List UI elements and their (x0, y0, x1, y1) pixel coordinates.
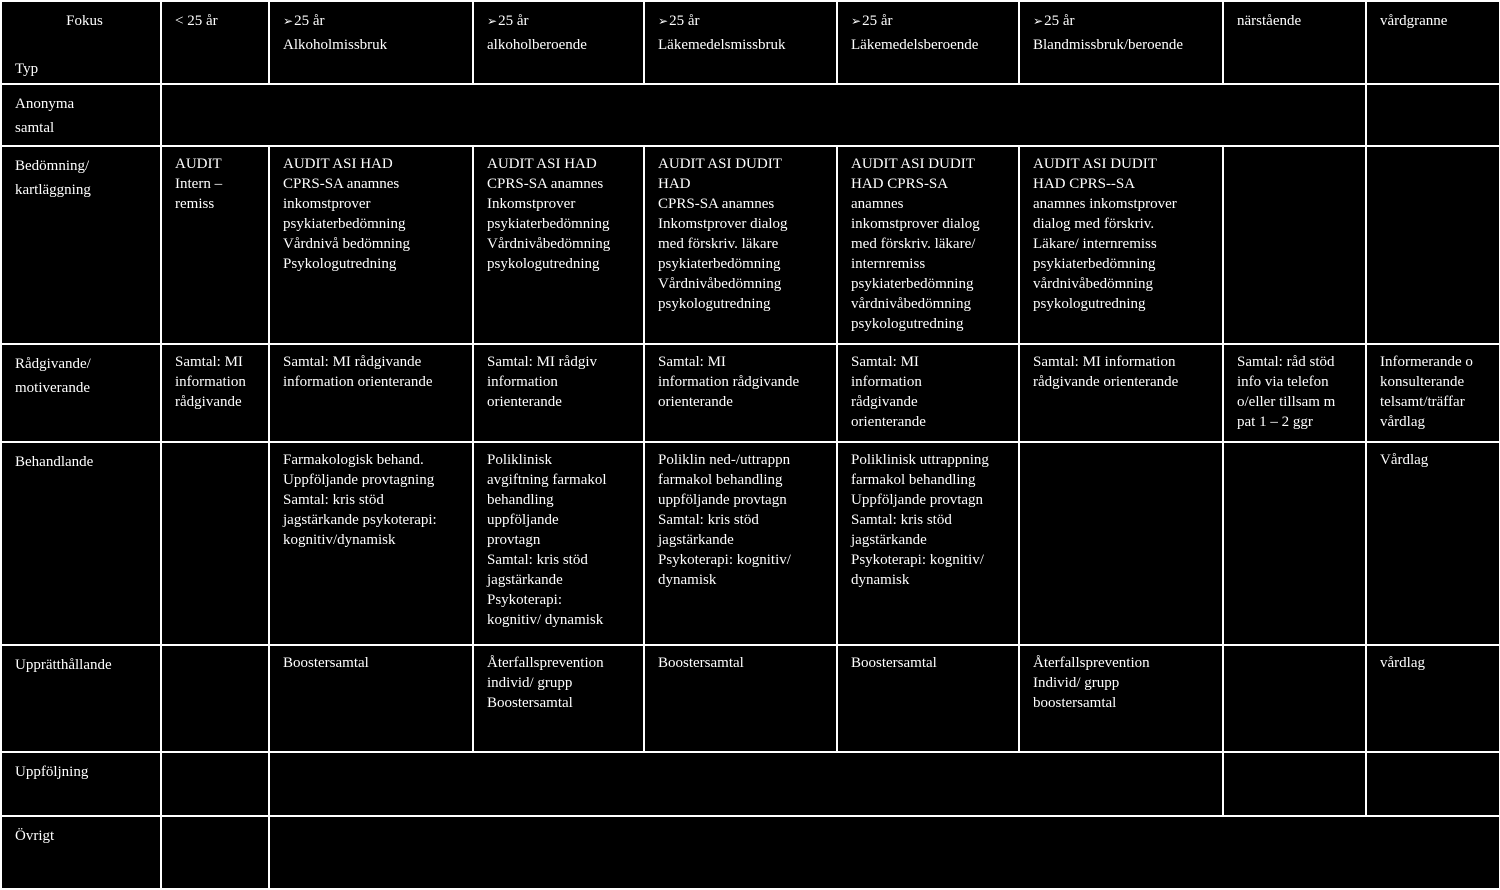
cell-content (175, 154, 262, 214)
table-cell (1223, 442, 1366, 645)
header-label: 25 år (1044, 13, 1075, 29)
table-cell (644, 344, 837, 442)
cell-line: anamnes inkomstprover (1033, 196, 1177, 212)
header-label: Alkoholmissbruk (283, 37, 388, 53)
cell-line: Samtal: MI information (1033, 354, 1176, 370)
cell-content (283, 653, 466, 673)
row-label-line: motiverande (15, 380, 90, 396)
cell-line: CPRS-SA anamnes (487, 176, 604, 192)
table-cell (837, 146, 1019, 344)
table-cell (644, 645, 837, 752)
header-cell-lakemedelsberoende (837, 1, 1019, 84)
cell-line: Boostersamtal (658, 655, 744, 671)
cell-line: konsulterande (1380, 374, 1465, 390)
table-cell (161, 344, 269, 442)
cell-line: med förskriv. läkare (658, 236, 779, 252)
cell-line: Uppföljande provtagning (283, 472, 435, 488)
header-cell-narstaende (1223, 1, 1366, 84)
header-corner-cell (1, 1, 161, 84)
header-label: vårdgranne (1380, 13, 1448, 29)
cell-line: vårdlag (1380, 414, 1425, 430)
cell-line: remiss (175, 196, 215, 212)
cell-line: Vårdnivåbedömning (487, 236, 611, 252)
cell-content (1380, 352, 1493, 432)
header-label: 25 år (294, 13, 325, 29)
table-cell (473, 645, 644, 752)
table-cell (1223, 146, 1366, 344)
cell-line: internremiss (851, 256, 926, 272)
row-label-line: kartläggning (15, 182, 91, 198)
table-cell (269, 645, 473, 752)
cell-line: psykologutredning (1033, 296, 1146, 312)
table-row (1, 84, 1500, 146)
cell-line: information (487, 374, 558, 390)
cell-line: anamnes (851, 196, 904, 212)
table-cell (1019, 146, 1223, 344)
cell-line: Samtal: MI (175, 354, 243, 370)
cell-line: jagstärkande (487, 572, 563, 588)
cell-line: HAD CPRS--SA (1033, 176, 1136, 192)
table-cell (837, 645, 1019, 752)
cell-line: Informerande o (1380, 354, 1473, 370)
cell-line: psykiaterbedömning (851, 276, 974, 292)
cell-line: telsamt/träffar (1380, 394, 1465, 410)
table-cell (473, 344, 644, 442)
arrow-bullet-icon: ➢ (1033, 14, 1044, 28)
header-label: < 25 år (175, 13, 218, 29)
cell-line: Inkomstprover dialog (658, 216, 788, 232)
cell-line: Inkomstprover (487, 196, 576, 212)
cell-line: Farmakologisk behand. (283, 452, 424, 468)
cell-line: inkomstprover (283, 196, 371, 212)
table-cell (1019, 442, 1223, 645)
header-label: närstående (1237, 13, 1302, 29)
cell-line: HAD (658, 176, 691, 192)
table-cell (1366, 344, 1500, 442)
cell-line: Återfallsprevention (487, 655, 604, 671)
cell-line: AUDIT ASI DUDIT (1033, 156, 1157, 172)
table-cell (161, 442, 269, 645)
cell-line: information (851, 374, 922, 390)
header-label: Läkemedelsberoende (851, 37, 979, 53)
cell-line: psykiaterbedömning (658, 256, 781, 272)
cell-line: pat 1 – 2 ggr (1237, 414, 1313, 430)
arrow-bullet-icon: ➢ (283, 14, 294, 28)
cell-line: med förskriv. läkare/ (851, 236, 976, 252)
cell-line: Samtal: kris stöd (283, 492, 384, 508)
cell-content (851, 450, 1012, 590)
cell-content (851, 154, 1012, 334)
cell-line: Samtal: kris stöd (487, 552, 588, 568)
table-row (1, 442, 1500, 645)
cell-line: Samtal: MI rådgivande (283, 354, 422, 370)
cell-line: Samtal: kris stöd (851, 512, 952, 528)
cell-line: Psykologutredning (283, 256, 397, 272)
row-label-upprathallande (1, 645, 161, 752)
cell-line: inkomstprover dialog (851, 216, 980, 232)
header-label: 25 år (498, 13, 529, 29)
cell-line: CPRS-SA anamnes (658, 196, 775, 212)
cell-line: information rådgivande (658, 374, 800, 390)
cell-line: jagstärkande (851, 532, 927, 548)
table-row (1, 146, 1500, 344)
cell-line: Uppföljande provtagn (851, 492, 984, 508)
cell-line: Läkare/ internremiss (1033, 236, 1157, 252)
header-label: Läkemedelsmissbruk (658, 37, 786, 53)
cell-line: Samtal: råd stöd (1237, 354, 1335, 370)
row-label-line: Rådgivande/ (15, 356, 91, 372)
header-cell-lakemedelsmissbruk (644, 1, 837, 84)
cell-content (283, 450, 466, 550)
header-cell-alkoholmissbruk (269, 1, 473, 84)
empty-cell (1223, 752, 1366, 816)
cell-line: psykiaterbedömning (283, 216, 406, 232)
cell-line: rådgivande (851, 394, 918, 410)
cell-line: orienterande (487, 394, 562, 410)
cell-line: Poliklinisk uttrappning (851, 452, 989, 468)
header-cell-blandmissbruk (1019, 1, 1223, 84)
table-cell (269, 442, 473, 645)
cell-content (487, 653, 637, 713)
table-cell (473, 442, 644, 645)
cell-line: uppföljande provtagn (658, 492, 787, 508)
cell-line: Vårdlag (1380, 452, 1429, 468)
cell-line: psykologutredning (658, 296, 771, 312)
cell-content (283, 352, 466, 392)
cell-line: jagstärkande psykoterapi: (283, 512, 437, 528)
cell-line: kognitiv/ dynamisk (487, 612, 604, 628)
cell-content (1237, 352, 1359, 432)
header-cell-under-25 (161, 1, 269, 84)
cell-line: Psykoterapi: (487, 592, 562, 608)
empty-cell (161, 816, 269, 889)
cell-line: rådgivande (175, 394, 242, 410)
cell-line: vårdlag (1380, 655, 1425, 671)
cell-line: avgiftning farmakol (487, 472, 607, 488)
row-label-line: Bedömning/ (15, 158, 90, 174)
row-label-line: Anonyma (15, 96, 75, 112)
cell-line: farmakol behandling (658, 472, 783, 488)
cell-line: provtagn (487, 532, 541, 548)
cell-content (487, 352, 637, 412)
cell-line: AUDIT (175, 156, 222, 172)
table-cell (837, 442, 1019, 645)
cell-line: CPRS-SA anamnes (283, 176, 400, 192)
merged-empty-cell (269, 816, 1500, 889)
table-cell (1019, 645, 1223, 752)
row-label-ovrigt (1, 816, 161, 889)
cell-line: dynamisk (658, 572, 717, 588)
cell-line: information orienterande (283, 374, 433, 390)
cell-line: rådgivande orienterande (1033, 374, 1179, 390)
cell-content (1380, 450, 1493, 470)
header-fokus: Fokus (66, 13, 103, 29)
table-cell (644, 442, 837, 645)
cell-content (658, 653, 830, 673)
cell-content (851, 352, 1012, 432)
cell-line: Psykoterapi: kognitiv/ (851, 552, 984, 568)
row-label-line: Behandlande (15, 454, 94, 470)
cell-line: Boostersamtal (487, 695, 573, 711)
cell-content (175, 352, 262, 412)
header-label: 25 år (669, 13, 700, 29)
cell-line: Vårdnivå bedömning (283, 236, 411, 252)
row-label-bedomning (1, 146, 161, 344)
table-row (1, 344, 1500, 442)
empty-cell (1366, 84, 1500, 146)
cell-line: info via telefon (1237, 374, 1329, 390)
cell-line: uppföljande (487, 512, 559, 528)
table-cell (161, 645, 269, 752)
cell-line: individ/ grupp (487, 675, 573, 691)
row-label-anonyma-samtal (1, 84, 161, 146)
cell-line: Återfallsprevention (1033, 655, 1150, 671)
cell-line: jagstärkande (658, 532, 734, 548)
cell-line: Boostersamtal (283, 655, 369, 671)
cell-line: information (175, 374, 246, 390)
cell-line: Samtal: MI rådgiv (487, 354, 597, 370)
cell-line: AUDIT ASI DUDIT (658, 156, 782, 172)
empty-cell (1366, 752, 1500, 816)
cell-line: Individ/ grupp (1033, 675, 1120, 691)
cell-line: Samtal: kris stöd (658, 512, 759, 528)
table-cell (644, 146, 837, 344)
table-cell (1366, 645, 1500, 752)
header-label: Blandmissbruk/beroende (1033, 37, 1183, 53)
cell-line: psykiaterbedömning (1033, 256, 1156, 272)
cell-line: vårdnivåbedömning (1033, 276, 1153, 292)
cell-content (487, 154, 637, 274)
arrow-bullet-icon: ➢ (658, 14, 669, 28)
cell-line: orienterande (658, 394, 733, 410)
header-label: alkoholberoende (487, 37, 587, 53)
cell-line: dynamisk (851, 572, 910, 588)
header-cell-vardgranne (1366, 1, 1500, 84)
row-label-line: Uppföljning (15, 764, 89, 780)
cell-line: vårdnivåbedömning (851, 296, 971, 312)
cell-line: Samtal: MI (851, 354, 919, 370)
cell-line: HAD CPRS-SA (851, 176, 949, 192)
cell-content (658, 154, 830, 314)
header-typ: Typ (15, 61, 39, 77)
cell-content (283, 154, 466, 274)
arrow-bullet-icon: ➢ (851, 14, 862, 28)
cell-line: Boostersamtal (851, 655, 937, 671)
cell-content (487, 450, 637, 630)
table-cell (161, 146, 269, 344)
cell-line: psykologutredning (487, 256, 600, 272)
cell-line: o/eller tillsam m (1237, 394, 1336, 410)
merged-empty-cell (161, 84, 1366, 146)
arrow-bullet-icon: ➢ (487, 14, 498, 28)
table-cell (1366, 442, 1500, 645)
cell-content (1033, 352, 1216, 392)
cell-line: Poliklinisk (487, 452, 553, 468)
table-cell (837, 344, 1019, 442)
cell-line: psykologutredning (851, 316, 964, 332)
header-cell-alkoholberoende (473, 1, 644, 84)
cell-line: Poliklin ned-/uttrappn (658, 452, 791, 468)
cell-line: farmakol behandling (851, 472, 976, 488)
table-cell (473, 146, 644, 344)
cell-line: Samtal: MI (658, 354, 726, 370)
row-label-behandlande (1, 442, 161, 645)
cell-content (851, 653, 1012, 673)
table-cell (269, 344, 473, 442)
table-cell (1223, 344, 1366, 442)
table-row (1, 645, 1500, 752)
table-cell (1223, 645, 1366, 752)
cell-line: Vårdnivåbedömning (658, 276, 782, 292)
cell-line: kognitiv/dynamisk (283, 532, 396, 548)
table-cell (269, 146, 473, 344)
cell-line: Intern – (175, 176, 223, 192)
cell-content (1033, 653, 1216, 713)
cell-content (658, 450, 830, 590)
cell-line: AUDIT ASI DUDIT (851, 156, 975, 172)
empty-cell (161, 752, 269, 816)
cell-line: psykiaterbedömning (487, 216, 610, 232)
table-row (1, 752, 1500, 816)
cell-line: boostersamtal (1033, 695, 1117, 711)
cell-line: dialog med förskriv. (1033, 216, 1155, 232)
cell-line: Psykoterapi: kognitiv/ (658, 552, 791, 568)
table-row (1, 816, 1500, 889)
header-row (1, 1, 1500, 84)
cell-line: orienterande (851, 414, 926, 430)
row-label-radgivande (1, 344, 161, 442)
row-label-line: samtal (15, 120, 55, 136)
row-label-line: Övrigt (15, 828, 55, 844)
row-label-line: Upprätthållande (15, 657, 112, 673)
cell-line: AUDIT ASI HAD (487, 156, 597, 172)
cell-content (658, 352, 830, 412)
cell-line: AUDIT ASI HAD (283, 156, 393, 172)
merged-empty-cell (269, 752, 1223, 816)
table-cell (1366, 146, 1500, 344)
cell-line: behandling (487, 492, 554, 508)
cell-content (1033, 154, 1216, 314)
cell-content (1380, 653, 1493, 673)
row-label-uppfoljning (1, 752, 161, 816)
table-cell (1019, 344, 1223, 442)
header-label: 25 år (862, 13, 893, 29)
